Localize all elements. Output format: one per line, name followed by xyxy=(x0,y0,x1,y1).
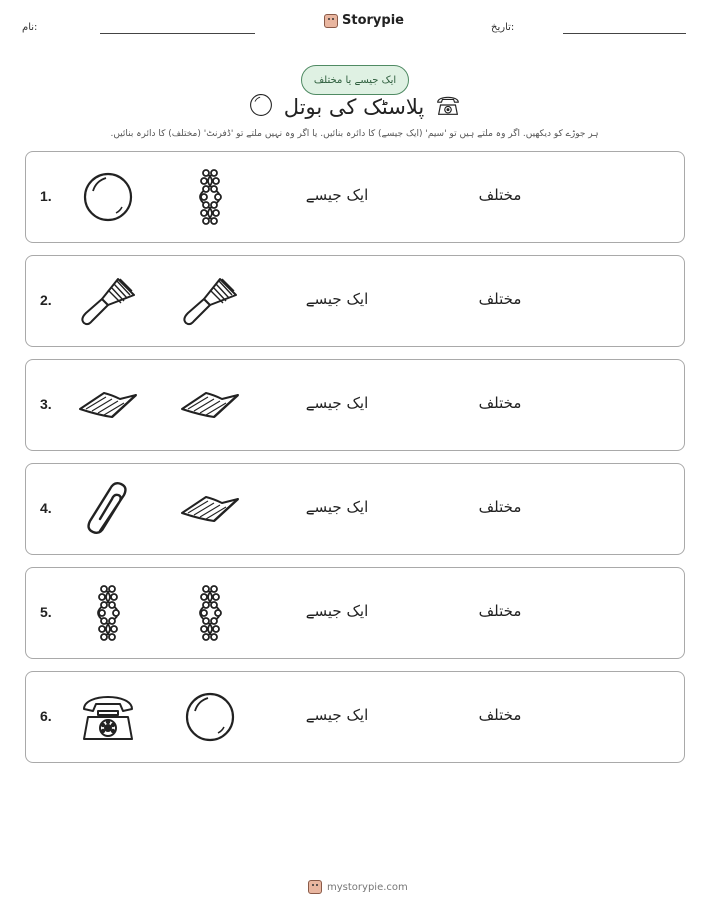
dna-icon xyxy=(78,583,138,643)
same-option[interactable]: ایک جیسے xyxy=(305,498,369,516)
bubble-icon xyxy=(180,687,240,747)
row-number: 2. xyxy=(40,292,52,308)
pair-row xyxy=(25,671,685,763)
napkin-icon xyxy=(78,375,138,435)
different-option[interactable]: مختلف xyxy=(478,186,522,204)
different-option[interactable]: مختلف xyxy=(478,706,522,724)
pair-row xyxy=(25,463,685,555)
mascot-icon xyxy=(324,14,338,28)
napkin-icon xyxy=(180,375,240,435)
pair-row xyxy=(25,567,685,659)
pair-row xyxy=(25,359,685,451)
row-number: 5. xyxy=(40,604,52,620)
telephone-icon xyxy=(434,91,462,123)
comb-icon xyxy=(180,271,240,331)
paperclip-icon xyxy=(78,479,138,539)
dna-icon xyxy=(180,583,240,643)
napkin-icon xyxy=(180,479,240,539)
row-number: 3. xyxy=(40,396,52,412)
date-label: تاریخ: xyxy=(491,22,515,33)
title-row xyxy=(230,90,480,124)
row-number: 6. xyxy=(40,708,52,724)
footer-url[interactable]: mystorypie.com xyxy=(327,881,408,893)
same-option[interactable]: ایک جیسے xyxy=(305,394,369,412)
comb-icon xyxy=(78,271,138,331)
date-line[interactable] xyxy=(563,33,686,34)
same-option[interactable]: ایک جیسے xyxy=(305,602,369,620)
different-option[interactable]: مختلف xyxy=(478,394,522,412)
pair-row xyxy=(25,151,685,243)
same-option[interactable]: ایک جیسے xyxy=(305,706,369,724)
different-option[interactable]: مختلف xyxy=(478,290,522,308)
row-number: 1. xyxy=(40,188,52,204)
pair-row xyxy=(25,255,685,347)
brand-name: Storypie xyxy=(342,13,404,28)
dna-icon xyxy=(180,167,240,227)
name-label: نام: xyxy=(22,22,38,33)
bubble-icon xyxy=(78,167,138,227)
different-option[interactable]: مختلف xyxy=(478,498,522,516)
footer xyxy=(308,880,408,894)
row-number: 4. xyxy=(40,500,52,516)
worksheet-type-badge: ایک جیسے یا مختلف xyxy=(301,65,409,95)
bubble-icon xyxy=(248,92,274,122)
instructions: ہر جوڑے کو دیکھیں. اگر وہ ملتے ہیں تو 'سیم' (ایک جیسے) کا دائرہ بنائیں. یا اگر وہ نہیں ملتے تو 'ڈفرنٹ' (مختلف) کا دائرہ بنائیں. xyxy=(110,129,599,139)
brand-logo xyxy=(324,13,404,28)
same-option[interactable]: ایک جیسے xyxy=(305,186,369,204)
different-option[interactable]: مختلف xyxy=(478,602,522,620)
name-line[interactable] xyxy=(100,33,255,34)
same-option[interactable]: ایک جیسے xyxy=(305,290,369,308)
telephone-icon xyxy=(78,687,138,747)
mascot-icon xyxy=(308,880,322,894)
page-title: پلاسٹک کی بوتل xyxy=(283,95,425,119)
